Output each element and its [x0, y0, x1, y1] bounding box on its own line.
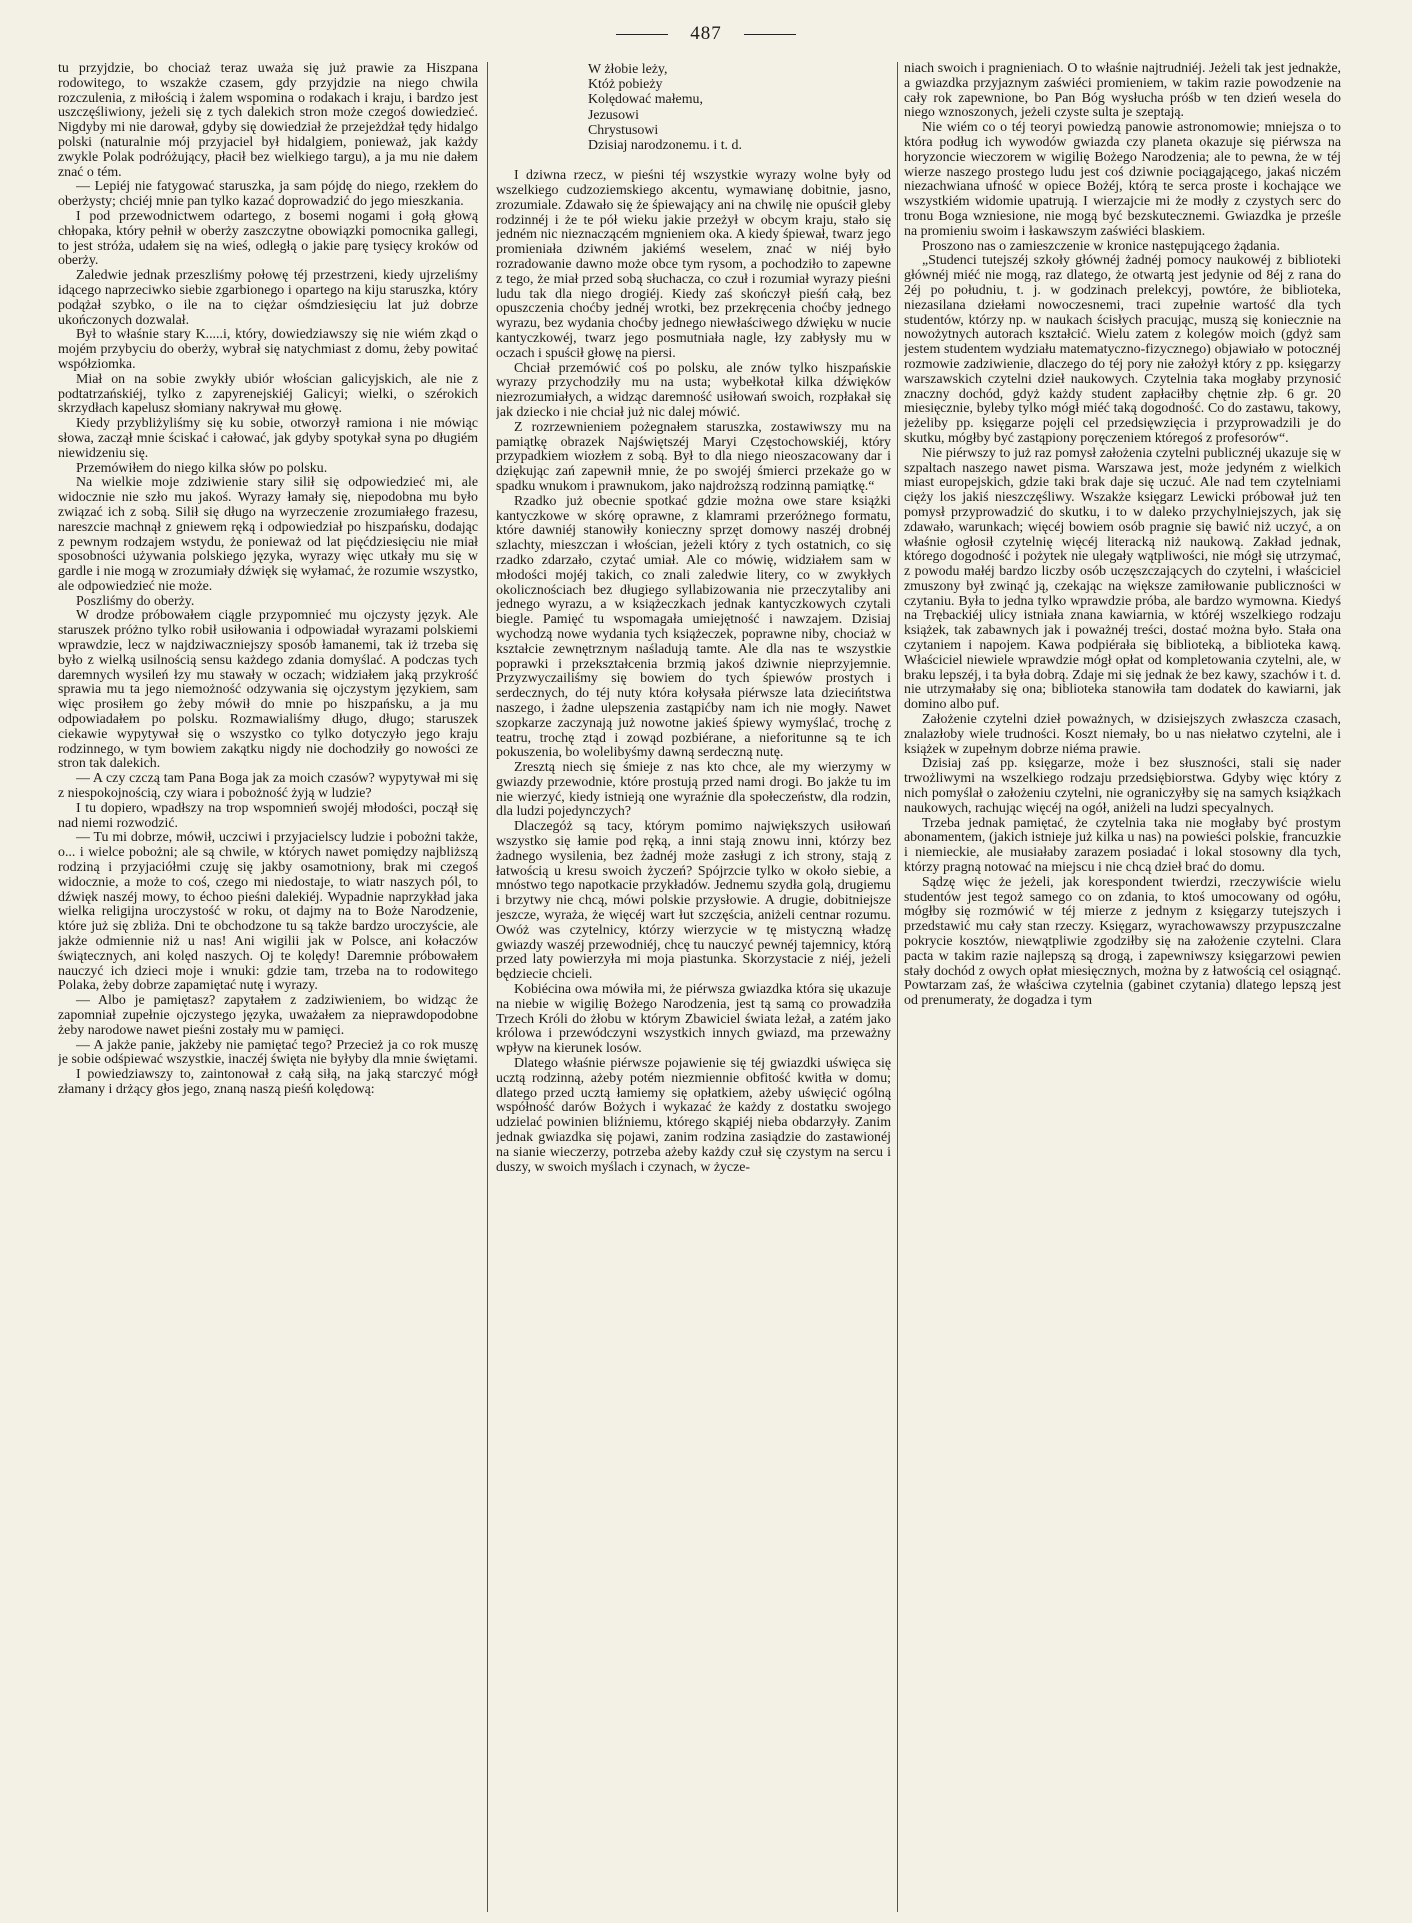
header-rule-left	[616, 34, 668, 35]
article-paragraph: — Lepiéj nie fatygować staruszka, ja sam pójdę do niego, rzekłem do oberżysty; chciéj mnie pan tylko kazać doprowadzić do jego mieszkania.	[58, 179, 478, 210]
article-paragraph: tu przyjdzie, bo chociaż teraz uważa się już prawie za Hiszpana rodowitego, to wszakże czasem, gdy przyjdzie na niego chwila rozczulenia, z miłością i żalem wspomina o rodakach i kraju, i bardzo jest uszczęśliwiony, jeżeli się z tych dalekich stron może czegoś dowiedzieć. Nigdyby mi nie darował, gdyby się dowiedział że przejeżdżał tędy hidalgo polski (naturalnie mój przyjaciel był hidalgiem, ponieważ, jak każdy zwykle Polak podróżujący, płacił bez wielkiego targu), a ja mu nie dałem znać o tém.	[58, 62, 478, 180]
article-paragraph: Poszliśmy do oberży.	[76, 593, 195, 609]
article-paragraph: Dlatego właśnie piérwsze pojawienie się téj gwiazdki uświęca się ucztą rodzinną, ażeby potém niezmiennie obfitość kwitła w domu; dlatego przed ucztą łamiemy się opłatkiem, ażeby uświęcić ogólną współność darów Bożych i wykazać że każdy z dostatku swojego udzielać powinien bliźniemu, którego skąpiéj nieba obdarzyły. Zanim jednak gwiazdka się pojawi, zanim rodzina zasiądzie do zastawionéj na sianie wieczerzy, potrzeba ażeby każdy czuł się czystym na sercu i duszy, w swoich myślach i czynach, w życze-	[496, 1056, 891, 1175]
article-paragraph: W drodze próbowałem ciągle przypomnieć mu ojczysty język. Ale staruszek próżno tylko robił usiłowania i odpowiadał wyrazami polskiemi wprawdzie, lecz w najdziwaczniejszy sposób łamanemi, tak iż trzeba się było z wielką usilnością sensu każdego zdania domyślać. A podczas tych daremnych wysileń łzy mu stawały w oczach; widziałem jaką przykrość sprawia mu ta jego niemożność odzywania się ojczystym językiem, sam więc prosiłem go żeby mówił do mnie po hiszpańsku, a ja mu odpowiadałem po polsku. Rozmawialiśmy długo, długo; staruszek ciekawie wypytywał się o wszystko co tylko dotyczyło jego kraju rodzinnego, w tym bowiem zakątku nigdy nie dochodziły go nowości ze stron tak dalekich.	[58, 608, 478, 772]
verse-line: Kolędować małemu,	[588, 92, 703, 108]
article-paragraph: — A jakże panie, jakżeby nie pamiętać tego? Przecież ja co rok muszę je sobie odśpiewać wszystkie, inaczéj święta nie byłyby dla mnie świętami.	[58, 1037, 478, 1068]
article-paragraph: I pod przewodnictwem odartego, z bosemi nogami i gołą głową chłopaka, który pełnił w oberży zaszczytne obowiązki pomocnika gallegi, to jest stróża, udałem się na wieś, odległą o jakie parę tysięcy kroków od oberży.	[58, 208, 478, 269]
article-paragraph: Przemówiłem do niego kilka słów po polsku.	[76, 460, 328, 476]
article-paragraph: — Albo je pamiętasz? zapytałem z zadziwieniem, bo widząc że zapomniał zupełnie ojczystego języka, uważałem za nieprawdopodobne żeby narodowe nawet pieśni zostały mu w pamięci.	[58, 993, 478, 1038]
article-paragraph: Zresztą niech się śmieje z nas kto chce, ale my wierzymy w gwiazdy przewodnie, które prostują przed nami drogi. Bo jakże tu im nie wierzyć, kiedy istnieją one wyraźnie dla społeczeństw, dla rodzin, dla ludzi pojedynczych?	[496, 760, 891, 820]
article-paragraph: Zaledwie jednak przeszliśmy połowę téj przestrzeni, kiedy ujrzeliśmy idącego naprzeciwko siebie zgarbionego i opartego na kiju staruszka, który podążał szybko, o ile na to ciężar ośmdziesięciu lat już dobrze ukończonych dozwalał.	[58, 268, 478, 328]
article-paragraph: Był to właśnie stary K.....i, który, dowiedziawszy się nie wiém zkąd o mojém przybyciu do oberży, wybrał się natychmiast z domu, żeby powitać współziomka.	[58, 327, 478, 372]
article-paragraph: Sądzę więc że jeżeli, jak korespondent twierdzi, rzeczywiście wielu studentów jest tegoż samego co on zdania, to ktoś umocowany od ogółu, mógłby się rozmówić w téj mierze z jednym z księgarzy tutejszych i przedstawić mu cały stan rzeczy. Księgarz, wyrachowawszy przypuszczalne pokrycie kosztów, niewątpliwie zgodziłby się na założenie czytelni. Clara pacta w takim razie najlepszą są drogą, i zapewniwszy księgarzowi pewien stały dochód z owych opłat miesięcznych, można by z łatwością cel osiągnąć. Powtarzam zaś, że właściwa czytelnia (gabinet czytania) dlatego lepszą jest od prenumeraty, że dogadza i tym	[904, 874, 1341, 1009]
carol-verse	[496, 62, 891, 153]
article-paragraph: Nie piérwszy to już raz pomysł założenia czytelni publicznéj ukazuje się w szpaltach naszego nawet pisma. Warszawa jest, może jedyném z wielkich miast europejskich, gdzie taki brak daje się uczuć. Ale nad tem czytelniami cięży los jakiś nieszczęśliwy. Wszakże księgarz Lewicki próbował już ten pomysł przyprowadzić do skutku, i to w daleko przychylniejszych, jak się zdawało, warunkach; więcéj bowiem osób pragnie się bawić niż uczyć, a on właśnie ogłosił czytelnię więcéj literacką niż naukową. Zakład jednak, którego dogodność i pożytek nie ulegały wątpliwości, nie mógł się utrzymać, z powodu małéj bardzo liczby osób uczęszczających do czytelni, i właściciel zmuszony był zwinąć ją, czekając na większe zamiłowanie publiczności w czytaniu. Była to jedna tylko wprawdzie próba, ale bardzo wymowna. Kiedyś na Trębackiéj ulicy istniała znana kawiarnia, w któréj wszelkiego rodzaju książek, tak zabawnych jak i poważnéj treści, dostać można było. Stała ona czytaniem i napojem. Kawa podpiérała się biblioteką, a biblioteka kawą. Właściciel niewiele wprawdzie mógł opłat od kompletowania czytelni, ale, w braku lepszéj, i ta była dobrą. Zdaje mi się jednak że bez kawy, szachów i t. d. nie utrzymałaby się ona; biblioteka stanowiła tam dodatek do kawiarni, jak domino albo puf.	[904, 445, 1341, 713]
article-paragraph: Miał on na sobie zwykły ubiór włościan galicyjskich, ale nie z podtatrzańskiéj, tylko z zapyrenejskiéj Galicyi; wielki, o szérokich skrzydłach kapelusz słomiany nakrywał mu głowę.	[58, 371, 478, 417]
page-number: 487	[690, 23, 722, 44]
article-paragraph: I tu dopiero, wpadłszy na trop wspomnień swojéj młodości, począł się nad niemi rozwodzić.	[58, 800, 478, 831]
article-paragraph: Dzisiaj zaś pp. księgarze, może i bez słuszności, stali się nader trwożliwymi na wszelkiego rodzaju przedsiębiorstwa. Gdyby więc który z nich pomyślał o założeniu czytelni, nie ograniczyłby się na samych książkach naukowych, rachując więcéj na ogół, aniżeli na ludzi specyalnych.	[904, 756, 1341, 816]
verse-line: Chrystusowi	[588, 122, 659, 138]
verse-line: Któż pobieży	[588, 77, 663, 93]
header-rule-right	[744, 34, 796, 35]
article-paragraph: Z rozrzewnieniem pożegnałem staruszka, zostawiwszy mu na pamiątkę obrazek Najświętszéj Maryi Częstochowskiéj, który przypadkiem wiozłem z sobą. Był to dla niego nieoszacowany dar i dziękując zań zapewnił mnie, że po swojéj śmierci przekaże go w spadku wnukom i prawnukom, jako najdroższą rodzinną pamiątkę.“	[496, 419, 891, 494]
column-3	[904, 62, 1341, 1912]
article-paragraph: Dlaczegóż są tacy, którym pomimo największych usiłowań wszystko się łamie pod ręką, a inni stają znowu inni, którzy bez żadnego wysilenia, bez żadnéj może zasługi z ich strony, stają z łatwością u kresu swoich życzeń? Spójrzcie tylko w około siebie, a mnóstwo tego napotkacie przykładów. Jednemu szydła golą, drugiemu i brzytwy nie chcą, mówi polskie przysłowie. A drugie, dobitniejsze jeszcze, wyraża, że więcéj wart łut szczęścia, aniżeli centnar rozumu. Owóż was czytelnicy, którzy wierzycie w tę mistyczną władzę gwiazdy waszéj przewodniéj, chcę tu nauczyć pewnéj tajemnicy, którą przed laty powierzyła mi moja piastunka. Skorzystacie z niéj, jeżeli będziecie chcieli.	[496, 819, 891, 983]
article-paragraph: „Studenci tutejszéj szkoły głównéj żadnéj pomocy naukowéj z biblioteki głównéj miéć nie mogą, raz dlatego, że otwartą jest jedynie od 8éj z rana do 2éj po południu, t. j. w godzinach prelekcyj, powtóre, że biblioteka, niezasilana dziełami nowoczesnemi, traci zupełnie wartość dla tych studentów, którzy np. w naukach ścisłych pracując, muszą się koniecznie na nowożytnych autorach kształcić. Wielu zatem z kolegów moich (gdyż sam jestem studentem wydziału matematyczno-fizycznego) objawiało w potocznéj rozmowie zadziwienie, dlaczego do téj pory nie założył który z pp. księgarzy warszawskich czytelni dzieł naukowych. Czytelnia taka mogłaby przynosić znaczny dochód, gdyż każdy student zapłaciłby chętnie złp. 6 gr. 20 miesięcznie, byleby tylko mógł miéć taką dogodność. Co do zastawu, takowy, jeżeliby pp. księgarze pojęli cel przedsięwzięcia i przyprowadzili je do skutku, mógłby być zastąpiony poręczeniem któregoś z profesorów“.	[904, 253, 1341, 446]
article-paragraph: Kiedy przybliżyliśmy się ku sobie, otworzył ramiona i nie mówiąc słowa, zaczął mnie ściskać i całować, jak gdyby spotykał syna po długiém niewidzeniu się.	[58, 416, 478, 461]
article-paragraph: Kobiécina owa mówiła mi, że piérwsza gwiazdka która się ukazuje na niebie w wigilię Bożego Narodzenia, jest tą samą co prowadziła Trzech Króli do żłobu w którym Zbawiciel świata leżał, a zatém jako królowa i przewódczyni wszystkich innych gwiazd, ma przeważny wpływ na kierunek losów.	[496, 982, 891, 1057]
column-divider	[897, 62, 898, 1912]
article-paragraph: niach swoich i pragnieniach. O to właśnie najtrudniéj. Jeżeli tak jest jednakże, a gwiazdka przyjaznym zaświéci promieniem, w takim razie powodzenie na cały rok zapewnione, bo Pan Bóg wysłucha próśb w ten dzień wesela do niego wznoszonych, jeżeli czyste sulta je szeptają.	[904, 62, 1341, 121]
column-divider	[487, 62, 488, 1912]
verse-line: Jezusowi	[588, 107, 639, 123]
article-paragraph: Chciał przemówić coś po polsku, ale znów tylko hiszpańskie wyrazy przychodziły mu na usta; wybełkotał kilka dźwięków niezrozumiałych, a widząc daremność usiłowań swoich, rozpłakał się jak dziecko i nie chciał już nic dalej mówić.	[496, 360, 891, 420]
article-paragraph: I dziwna rzecz, w pieśni téj wszystkie wyrazy wolne były od wszelkiego cudzoziemskiego akcentu, wymawianę dobitnie, jasno, zrozumiale. Zdawało się że śpiewający ani na chwilę nie opuścił gleby rodzinnéj i że te pół wieku jakie przeżył w obcym kraju, stało się jedném nic nieznaczącém mgnieniem oka. A kiedy śpiewał, twarz jego promieniała dziwném jakiémś weselem, znać w niéj było rozradowanie dawno może obce tym rysom, a pochodziło to zapewne z tego, że miał przed sobą słuchacza, co czuł i rozumiał wyrazy pieśni ludu tak dla niego drogiéj. Kiedy zaś skończył pieśń całą, bez opuszczenia choćby jednéj wrotki, bez przekręcenia choćby jednego wyrazu, bez wydania choćby jednego niewłaściwego dźwięku w nucie kantyczkowéj, twarz jego posmutniała nagle, łzy zabłysły mu w oczach i spuścił głowę na piersi.	[496, 168, 891, 361]
article-paragraph: Założenie czytelni dzieł poważnych, w dzisiejszych zwłaszcza czasach, znalazłoby wiele trudności. Koszt niemały, bo u nas niełatwo czytelni, ale i książek w zupełnym dobrze niéma prawie.	[904, 712, 1341, 757]
verse-line: W żłobie leży,	[588, 62, 668, 77]
article-paragraph: Nie wiém co o téj teoryi powiedzą panowie astronomowie; mniejsza o to która podług ich wywodów gwiazda czy planeta okazuje się piérwsza na horyzoncie wieczorem w wigilię Bożego Narodzenia; ale to pewna, że w téj wierze naszego prostego ludu jest coś dziwnie pociągającego, jakaś niczém niezachwiana ufność w opiece Bożéj, którą te serca proste i kochające we wszystkiém widomie upatrują. I wierzajcie mi że modły z czystych serc do tronu Boga wzniesione, nie mogą być bezskutecznemi. Gwiazdka je prześle na promieniu swoim i łaskawszym zaświéci blaskiem.	[904, 120, 1341, 239]
page-header	[0, 18, 1412, 50]
article-paragraph: Na wielkie moje zdziwienie stary silił się odpowiedzieć mi, ale widocznie nie szło mu jakoś. Wyrazy łamały się, niepodobna mu było związać ich z sobą. Silił się długo na wyrzeczenie zrozumiałego frazesu, nareszcie machnął z gniewem ręką i odpowiedział po hiszpańsku, dodając z pewnym rodzajem wstydu, że ponieważ od lat pięćdziesięciu nie miał sposobności używania polskiego języka, wyrazy więc utkały mu się w gardle i nie mogą w zrozumiały dźwięk się wyłamać, że rozumie wszystko, ale odpowiedzieć nie może.	[58, 475, 478, 594]
verse-line: Dzisiaj narodzonemu. i t. d.	[588, 138, 742, 154]
column-2	[496, 62, 891, 1912]
article-paragraph: Rzadko już obecnie spotkać gdzie można owe stare książki kantyczkowe w skórę oprawne, z klamrami przeróżnego formatu, które dawniéj stanowiły konieczny sprzęt domowy naszéj drobnéj szlachty, mieszczan i włościan, jeżeli który z tych ostatnich, co się rzadko zdarzało, czytać umiał. Ale co mówię, widziałem sam w młodości mojéj takich, co znali zaledwie litery, co w zwykłych okolicznościach bez długiego syllabizowania nie przeczytaliby ani jednego wyrazu, a w książeczkach jednak kantyczkowych czytali biegle. Pamięć tu wspomagała umiejętność i nawzajem. Dzisiaj wychodzą nowe wydania tych książeczek, poprawne niby, chociaż w kształcie zewnętrznym naśladują tamte. Ale dla nas te wszystkie poprawki i przekształcenia brzmią jakoś dziwnie nieprzyjemnie. Przyzwyczailiśmy się bowiem do tych śpiewów prostych i serdecznych, do téj nuty która kołysała piérwsze lata dziecińtstwa naszego, i żadne ulepszenia zastąpićby nam ich nie mogły. Nawet szopkarze zaczynają już nowotne jakieś śpiewy wymyślać, trochę z teatru, trochę ztąd i zowąd pozbiérane, a nieforitunne są te ich pokuszenia, bo wolelibyśmy dawną serdeczną nutę.	[496, 493, 891, 761]
article-paragraph: — A czy czczą tam Pana Boga jak za moich czasów? wypytywał mi się z niespokojnością, czy wiara i pobożność żyją w ludzie?	[58, 771, 478, 802]
article-paragraph: I powiedziawszy to, zaintonował z całą siłą, na jaką starczyć mógł złamany i drżący głos jego, znaną naszą pieśń kolędową:	[58, 1067, 478, 1097]
article-paragraph: — Tu mi dobrze, mówił, uczciwi i przyjacielscy ludzie i pobożni także, o... i wielce pobożni; ale są chwile, w których nawet pomiędzy najbliższą rodziną i przyjaciółmi czuję się jakby osamotniony, brak mi czegoś widocznie, a może to coś, czego mi niedostaje, to wiatr naszych pól, to dźwięk naszéj mowy, to échoo pieśni dalekiéj. Wypadnie naprzykład jaka wielka religijna uroczystość w roku, ot dajmy na to Boże Narodzenie, które już się zbliża. Dni te obchodzone tu są także bardzo uroczyście, ale jakże odmiennie niż u nas! Ani wigilii jak w Polsce, ani kołaczów świątecznych, ani kolęd naszych. Oj te kolędy! Daremnie próbowałem nauczyć ich dzieci moje i wnuki: gdzie tam, trzeba na to rodowitego Polaka, żeby dobrze zapamiętać nutę i wyrazy.	[58, 830, 478, 994]
column-1	[58, 62, 478, 1912]
article-paragraph: Proszono nas o zamieszczenie w kronice następującego żądania.	[922, 238, 1280, 254]
article-paragraph: Trzeba jednak pamiętać, że czytelnia taka nie mogłaby być prostym abonamentem, (jakich istnieje już kilka u nas) na powieści polskie, francuzkie i niemieckie, ale musiałaby zarazem posiadać i lokal stosowny dla tych, którzy pragną notować na miejscu i nie chcą dzieł brać do domu.	[904, 815, 1341, 876]
